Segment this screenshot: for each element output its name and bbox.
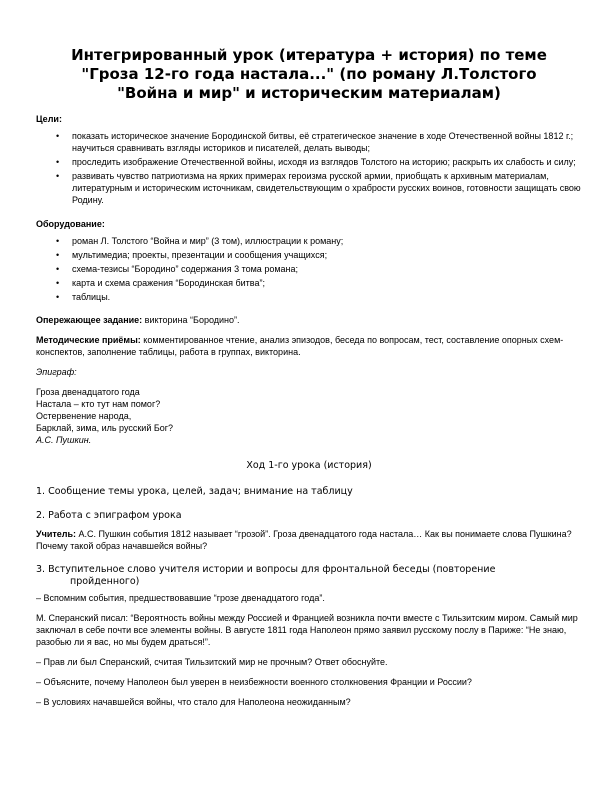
document-title (36, 46, 582, 103)
list-item: • мультимедиа; проекты, презентации и сообщения учащихся; (72, 249, 582, 261)
goals-label: Цели: (36, 114, 62, 124)
methods (36, 334, 582, 358)
goals-list (36, 130, 582, 206)
epigraph-line: Гроза двенадцатого года (36, 387, 140, 397)
lesson-step-2: 2. Работа с эпиграфом урока (36, 510, 182, 521)
lesson-heading: Ход 1-го урока (история) (246, 460, 372, 471)
epigraph-line: Барклай, зима, иль русский Бог? (36, 423, 174, 433)
title-line-3: "Война и мир" и историческим материалам) (117, 84, 501, 102)
teacher-text: А.С. Пушкин события 1812 называет “грозой”. Гроза двенадцатого года настала… Как вы понимаете слова Пушкина? Почему такой образ начавшейся войны? (36, 529, 572, 551)
methods-label: Методические приёмы: (36, 335, 141, 345)
list-item: • роман Л. Толстого “Война и мир” (3 том), иллюстрации к роману; (72, 235, 582, 247)
equipment-list (36, 235, 582, 303)
epigraph (36, 386, 582, 446)
document-page (36, 46, 582, 708)
list-item: • таблицы. (72, 291, 582, 303)
methods-text: комментированное чтение, анализ эпизодов, беседа по вопросам, тест, составление опорных схем-конспектов, заполнение таблицы, работа в группах, викторина. (36, 335, 564, 357)
epigraph-label: Эпиграф: (36, 367, 77, 377)
question-2: – Объясните, почему Наполеон был уверен в неизбежности военного столкновения Франции и России? (36, 677, 472, 687)
epigraph-line: Остервенение народа, (36, 411, 132, 421)
list-item: • проследить изображение Отечественной войны, исходя из взглядов Толстого на историю; раскрыть их слабость и силу; (72, 156, 582, 168)
title-line-2: "Гроза 12-го года настала..." (по роману Л.Толстого (81, 65, 537, 83)
lesson-step-1: 1. Сообщение темы урока, целей, задач; внимание на таблицу (36, 486, 353, 497)
advance-task-label: Опережающее задание: (36, 315, 143, 325)
teacher-remark (36, 528, 582, 552)
recall-question: – Вспомним события, предшествовавшие “грозе двенадцатого года”. (36, 593, 325, 603)
advance-task-text: викторина “Бородино”. (142, 315, 240, 325)
teacher-label: Учитель: (36, 529, 77, 539)
list-item: • схема-тезисы “Бородино” содержания 3 тома романа; (72, 263, 582, 275)
speransky-quote: М. Сперанский писал: “Вероятность войны между Россией и Францией возникла почти вместе с Тильзитским миром. Самый мир заключал в себе почти все элементы войны. В августе 1811 года Наполеон прямо заявил русскому послу в Париже: “Не знаю, разобью ли я вас, но мы будем драться!”. (36, 613, 578, 647)
advance-task (36, 314, 582, 326)
list-item: • развивать чувство патриотизма на ярких примерах героизма русской армии, приобщать к архивным материалам, литературным и историческим источникам, свидетельствующим о храбрости русских воинов, готовности защищать свою Родину. (72, 170, 582, 206)
list-item: • карта и схема сражения “Бородинская битва”; (72, 277, 582, 289)
lesson-step-3-cont: пройденного) (70, 576, 140, 587)
lesson-step-3: 3. Вступительное слово учителя истории и вопросы для фронтальной беседы (повторение (36, 564, 496, 575)
question-1: – Прав ли был Сперанский, считая Тильзитский мир не прочным? Ответ обоснуйте. (36, 657, 388, 667)
question-3: – В условиях начавшейся войны, что стало для Наполеона неожиданным? (36, 697, 351, 707)
title-line-1: Интегрированный урок (итература + история) по теме (71, 46, 547, 64)
epigraph-author: А.С. Пушкин. (36, 435, 92, 445)
equipment-label: Оборудование: (36, 219, 105, 229)
epigraph-line: Настала – кто тут нам помог? (36, 399, 161, 409)
list-item: • показать историческое значение Бородинской битвы, её стратегическое значение в ходе Отечественной войны 1812 г.; научиться сравнивать взгляды историков и писателей, делать выводы; (72, 130, 582, 154)
